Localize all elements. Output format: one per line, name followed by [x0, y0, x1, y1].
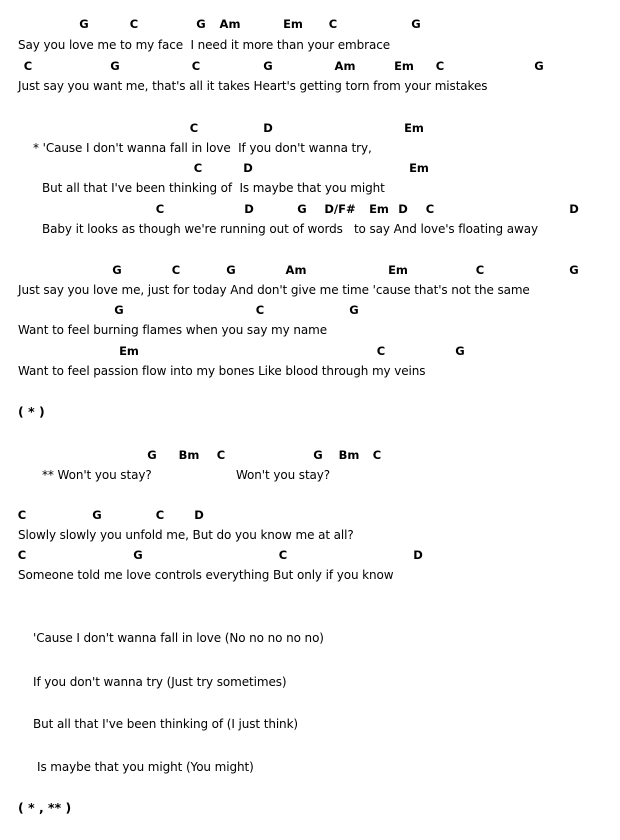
chord-row [0, 547, 620, 563]
lyric-line: Want to feel burning flames when you say my name [18, 323, 327, 337]
lyric-line: But all that I've been thinking of Is maybe that you might [42, 181, 385, 195]
chord-row [0, 160, 620, 176]
chord-row [0, 120, 620, 136]
chord: G [297, 202, 307, 216]
chord: D [263, 121, 273, 135]
lyric-line: ** Won't you stay? [42, 468, 152, 482]
chord: Bm [178, 448, 200, 462]
chord: G [349, 303, 359, 317]
chord: G [133, 548, 143, 562]
chord: G [112, 263, 122, 277]
chord: C [376, 344, 386, 358]
chord: Bm [338, 448, 360, 462]
lyric-line: But all that I've been thinking of (I just think) [33, 717, 298, 731]
chord: C [328, 17, 338, 31]
chord: C [255, 303, 265, 317]
chord: G [196, 17, 206, 31]
chord: D/F# [324, 202, 356, 216]
lyric-line: Just say you want me, that's all it takes Heart's getting torn from your mistakes [18, 79, 488, 93]
chord: C [193, 161, 203, 175]
lyric-line: Slowly slowly you unfold me, But do you know me at all? [18, 528, 354, 542]
chord: C [189, 121, 199, 135]
chord: G [114, 303, 124, 317]
chord: D [413, 548, 423, 562]
chord: G [263, 59, 273, 73]
repeat-marker: ( * , ** ) [18, 800, 72, 815]
lyric-line: Won't you stay? [236, 468, 331, 482]
chord: Am [285, 263, 307, 277]
chord: D [244, 202, 254, 216]
lyric-line: Baby it looks as though we're running out of words to say And love's floating away [42, 222, 538, 236]
chord-row [0, 507, 620, 523]
chord-row [0, 447, 620, 463]
lyric-line: Is maybe that you might (You might) [37, 760, 254, 774]
chord: G [110, 59, 120, 73]
chord: Am [219, 17, 241, 31]
chord: Em [369, 202, 389, 216]
chord: G [534, 59, 544, 73]
repeat-marker: ( * ) [18, 404, 45, 419]
chord: C [17, 508, 27, 522]
chord: C [171, 263, 181, 277]
chord: C [191, 59, 201, 73]
lyric-line: Someone told me love controls everything But only if you know [18, 568, 394, 582]
chord: D [569, 202, 579, 216]
chord-row [0, 58, 620, 74]
chord: D [398, 202, 408, 216]
chord: Am [334, 59, 356, 73]
chord: Em [394, 59, 414, 73]
chord: C [475, 263, 485, 277]
chord-row [0, 201, 620, 217]
chord-row [0, 302, 620, 318]
chord: Em [119, 344, 139, 358]
chord: C [155, 508, 165, 522]
chord: D [243, 161, 253, 175]
chord: C [372, 448, 382, 462]
chord: D [194, 508, 204, 522]
chord: Em [388, 263, 408, 277]
chord: Em [409, 161, 429, 175]
lyric-line: * 'Cause I don't wanna fall in love If you don't wanna try, [33, 141, 372, 155]
chord-row [0, 262, 620, 278]
chord: G [455, 344, 465, 358]
chord: G [313, 448, 323, 462]
chord: C [23, 59, 33, 73]
chord: Em [404, 121, 424, 135]
chord: C [17, 548, 27, 562]
chord: C [435, 59, 445, 73]
chord: C [278, 548, 288, 562]
chord: G [411, 17, 421, 31]
chord-row [0, 343, 620, 359]
lyric-line: Just say you love me, just for today And don't give me time 'cause that's not the same [18, 283, 530, 297]
lyric-line: If you don't wanna try (Just try sometimes) [33, 675, 287, 689]
chord: G [226, 263, 236, 277]
chord: G [92, 508, 102, 522]
chord: C [216, 448, 226, 462]
chord: Em [283, 17, 303, 31]
chord: C [155, 202, 165, 216]
chord: G [147, 448, 157, 462]
chord: C [129, 17, 139, 31]
chord: C [425, 202, 435, 216]
chord-row [0, 16, 620, 32]
chord: G [79, 17, 89, 31]
lyric-line: Want to feel passion flow into my bones Like blood through my veins [18, 364, 426, 378]
chord: G [569, 263, 579, 277]
lyric-line: Say you love me to my face I need it more than your embrace [18, 38, 391, 52]
lyric-line: 'Cause I don't wanna fall in love (No no no no no) [33, 631, 324, 645]
